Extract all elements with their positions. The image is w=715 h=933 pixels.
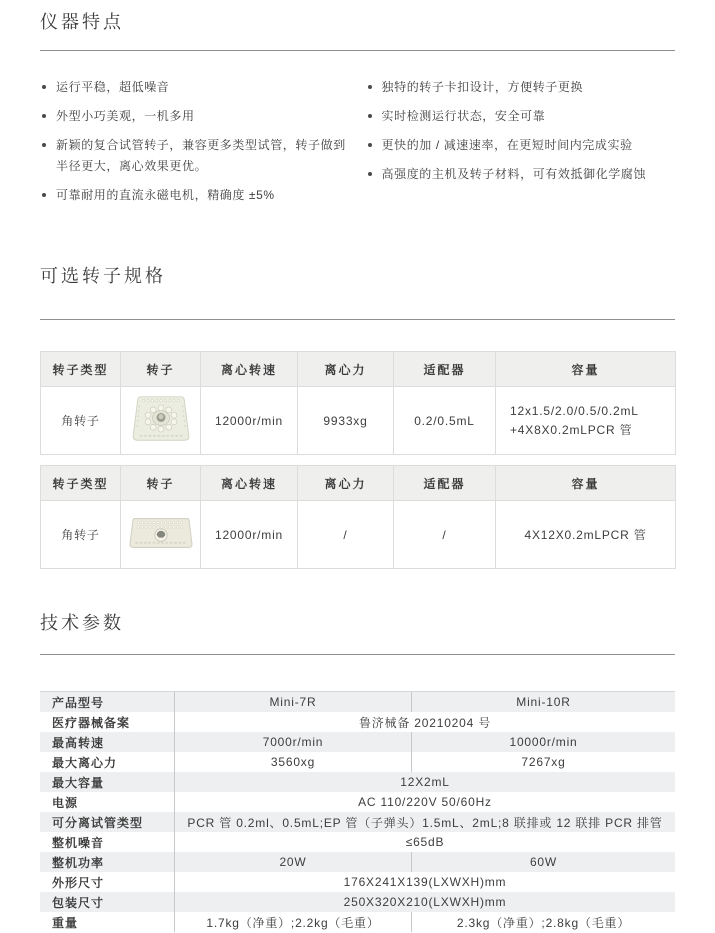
rotor-adapter-cell: / [394,501,496,569]
spec-value: 2.3kg（净重）;2.8kg（毛重） [456,915,631,930]
bullet-icon [42,85,46,89]
feature-text: 高强度的主机及转子材料，可有效抵御化学腐蚀 [381,167,647,181]
spec-value: 7267xg [521,755,566,769]
feature-item [366,164,676,185]
features-column-left [40,77,358,214]
features-title: 仪器特点 [40,12,124,32]
feature-text: 独特的转子卡扣设计，方便转子更换 [381,80,584,94]
spec-value: 250X320X210(LXWXH)mm [343,895,507,909]
feature-item [366,77,676,98]
spec-value: AC 110/220V 50/60Hz [358,795,492,809]
feature-text: 可靠耐用的直流永磁电机，精确度 ±5% [56,188,275,202]
col-header-capacity: 容量 [496,352,676,387]
spec-value: 1.7kg（净重）;2.2kg（毛重） [175,912,412,932]
rotor-image-cell [121,387,201,455]
rotor-adapter-cell: 0.2/0.5mL [394,387,496,455]
col-header-force: 离心力 [298,352,394,387]
spec-label: 最大容量 [40,772,175,792]
spec-value: Mini-10R [516,695,571,709]
col-header-rotor-type: 转子类型 [41,352,121,387]
spec-row [40,712,675,732]
rotor-table-header-row [41,466,676,501]
rotor-table-row [41,501,676,569]
col-header-rotor-type: 转子类型 [41,466,121,501]
capacity-line: 12x1.5/2.0/0.5/0.2mL [510,403,639,418]
feature-list [366,77,676,185]
capacity-line: +4X8X0.2mLPCR 管 [510,422,633,437]
rotor-table-2 [40,465,676,569]
features-grid [40,77,675,214]
rotor-table-1 [40,351,676,455]
spec-value: 7000r/min [175,732,412,752]
spec-row [40,912,675,932]
spec-label: 医疗器械备案 [40,712,175,732]
spec-row [40,772,675,792]
feature-item [40,77,358,98]
section-divider [40,654,675,655]
feature-item [366,106,676,127]
specs-section [40,611,675,932]
feature-item [366,135,676,156]
spec-value: 12X2mL [400,775,450,789]
col-header-speed: 离心转速 [201,466,298,501]
spec-label: 外形尺寸 [40,872,175,892]
spec-label: 包装尺寸 [40,892,175,912]
feature-item [40,106,358,127]
col-header-force: 离心力 [298,466,394,501]
rotor-capacity-cell: 4X12X0.2mLPCR 管 [496,501,676,569]
bullet-icon [368,172,372,176]
rotor-capacity-cell [496,387,676,455]
spec-label: 整机功率 [40,852,175,872]
feature-text: 更快的加 / 减速速率，在更短时间内完成实验 [381,138,633,152]
spec-value: 176X241X139(LXWXH)mm [343,875,507,889]
feature-item [40,185,358,206]
spec-label: 可分离试管类型 [40,812,175,832]
bullet-icon [368,114,372,118]
rotor-image-cell [121,501,201,569]
rotor-section-title: 可选转子规格 [40,266,166,286]
spec-row [40,792,675,812]
pcr-strip-rotor-image [128,511,194,555]
feature-text: 运行平稳，超低噪音 [56,80,170,94]
spec-value: 鲁济械备 20210204 号 [358,715,492,730]
feature-item [40,135,358,177]
rotor-force-cell: 9933xg [298,387,394,455]
square-angle-rotor-image [130,392,192,446]
col-header-capacity: 容量 [496,466,676,501]
rotor-type-cell: 角转子 [41,501,121,569]
bullet-icon [42,114,46,118]
spec-row [40,872,675,892]
spec-row [40,752,675,772]
rotor-section [40,264,675,569]
col-header-adapter: 适配器 [394,466,496,501]
bullet-icon [42,143,46,147]
spec-value: 60W [529,855,558,869]
spec-label: 整机噪音 [40,832,175,852]
rotor-type-cell: 角转子 [41,387,121,455]
section-divider [40,50,675,51]
features-section [40,10,675,214]
feature-text: 实时检测运行状态，安全可靠 [381,109,546,123]
spec-value: 3560xg [175,752,412,772]
col-header-adapter: 适配器 [394,352,496,387]
spec-value: 20W [175,852,412,872]
spec-label: 产品型号 [40,692,175,712]
rotor-table-header-row [41,352,676,387]
col-header-rotor: 转子 [121,466,201,501]
spec-value: 10000r/min [509,735,578,749]
spec-label: 重量 [40,912,175,932]
spec-row [40,732,675,752]
section-divider [40,319,675,320]
specs-title: 技术参数 [40,613,124,633]
features-column-right [358,77,676,214]
feature-text: 外型小巧美观，一机多用 [56,109,195,123]
spec-row [40,892,675,912]
spec-label: 最高转速 [40,732,175,752]
feature-list [40,77,358,206]
spec-row [40,832,675,852]
specs-table-body [40,691,675,932]
feature-text: 新颖的复合试管转子，兼容更多类型试管，转子做到半径更大，离心效果更优。 [56,138,346,173]
col-header-speed: 离心转速 [201,352,298,387]
spec-row [40,692,675,712]
rotor-force-cell: / [298,501,394,569]
col-header-rotor: 转子 [121,352,201,387]
spec-value: Mini-7R [175,692,412,712]
spec-label: 最大离心力 [40,752,175,772]
rotor-speed-cell: 12000r/min [201,501,298,569]
spec-value: ≤65dB [405,835,445,849]
spec-value: PCR 管 0.2ml、0.5mL;EP 管（子弹头）1.5mL、2mL;8 联排或 12 联排 PCR 排管 [187,815,663,830]
spec-row [40,812,675,832]
bullet-icon [368,85,372,89]
spec-row [40,852,675,872]
bullet-icon [42,193,46,197]
bullet-icon [368,143,372,147]
spec-label: 电源 [40,792,175,812]
rotor-table-row [41,387,676,455]
rotor-speed-cell: 12000r/min [201,387,298,455]
